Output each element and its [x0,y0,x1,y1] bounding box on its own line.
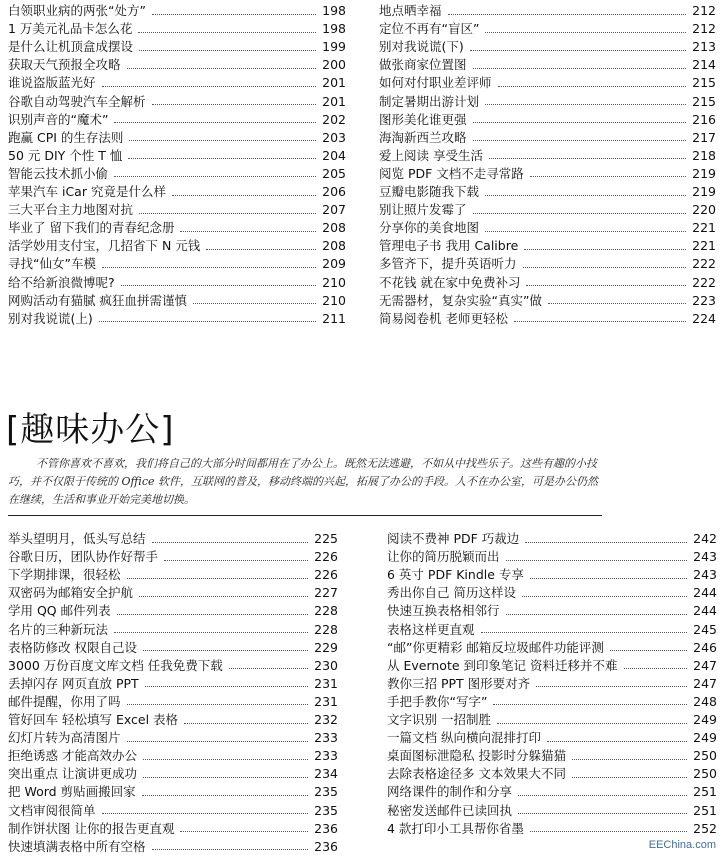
dot-leader [498,86,687,87]
toc-entry [387,584,717,602]
dot-leader [526,285,686,286]
toc-entry-page: 208 [322,238,346,254]
toc-entry-page: 248 [693,693,717,709]
toc-entry-title: 50 元 DIY 个性 T 恤 [8,147,123,163]
toc-entry [8,548,338,566]
toc-entry-title: 从 Evernote 到印象笔记 资料迁移并不难 [387,657,618,673]
toc-entry-title: 桌面图标泄隐私 投影时分躲猫猫 [387,748,566,764]
toc-entry-page: 204 [322,147,346,163]
toc-entry [8,820,338,838]
toc-entry-title: 谷歌日历，团队协作好帮手 [8,549,159,565]
toc-entry [8,584,338,602]
toc-entry [387,711,717,729]
toc-entry [8,56,346,74]
dot-leader [114,122,316,123]
toc-entry [387,820,717,838]
toc-entry-page: 226 [314,567,338,583]
dot-leader [506,614,688,615]
toc-entry-title: 识别声音的“魔术” [8,111,109,127]
dot-leader [127,741,309,742]
toc-entry [8,566,338,584]
toc-entry-page: 233 [314,730,338,746]
dot-leader [572,759,687,760]
toc-entry-title: 秀出你自己 简历这样设 [387,585,516,601]
dot-leader [470,50,686,51]
toc-entry [379,255,716,273]
toc-entry-page: 250 [693,766,717,782]
toc-entry [8,693,338,711]
toc-entry-title: 无需器材，复杂实验“真实”做 [379,292,542,308]
toc-entry [387,802,717,820]
toc-entry-page: 252 [693,820,717,836]
toc-entry-page: 201 [322,93,346,109]
dot-leader [530,176,686,177]
toc-entry-page: 226 [314,549,338,565]
toc-entry [387,566,717,584]
dot-leader [522,596,687,597]
toc-entry-title: 双密码为邮箱安全护航 [8,585,134,601]
toc-entry-title: 网购活动有猫腻 疯狂血拼需谨慎 [8,292,187,308]
dot-leader [152,542,309,543]
dot-leader [206,249,316,250]
toc-entry [387,602,717,620]
toc-entry-page: 231 [314,675,338,691]
toc-entry-page: 249 [693,730,717,746]
dot-leader [473,122,687,123]
dot-leader [143,759,308,760]
toc-entry-page: 199 [322,39,346,55]
toc-entry [387,747,717,765]
toc-entry-title: 文档审阅很简单 [8,802,96,818]
dot-leader [129,140,316,141]
toc-entry-title: 三大平台主力地图对抗 [8,202,134,218]
toc-entry [8,802,338,820]
toc-entry [8,183,346,201]
toc-entry [8,111,346,129]
toc-entry [8,675,338,693]
toc-entry-page: 227 [314,585,338,601]
toc-entry-page: 250 [693,748,717,764]
toc-entry-page: 214 [692,57,716,73]
toc-entry-page: 217 [692,129,716,145]
toc-entry [379,20,716,38]
dot-leader [624,668,688,669]
watermark: EEChina.com [648,839,716,851]
toc-entry-title: 拒绝诱惑 才能高效办公 [8,748,137,764]
toc-entry-title: 表格这样更直观 [387,621,475,637]
toc-entry [379,165,716,183]
toc-entry [8,838,338,856]
dot-leader [489,158,686,159]
dot-leader [152,849,309,850]
toc-entry-title: 给不给新浪微博呢? [8,274,115,290]
toc-entry-page: 251 [693,784,717,800]
toc-entry [387,675,717,693]
toc-entry-title: 多管齐下，提升英语听力 [379,256,517,272]
dot-leader [193,303,316,304]
toc-entry-title: 分享你的美食地图 [379,220,480,236]
toc-entry-page: 221 [692,238,716,254]
toc-entry-page: 247 [693,657,717,673]
toc-entry-page: 203 [322,129,346,145]
dot-leader [127,578,309,579]
toc-entry [387,530,717,548]
toc-entry-title: 管理电子书 我用 Calibre [379,238,519,254]
toc-entry-page: 236 [314,838,338,854]
dot-leader [102,86,317,87]
toc-entry [8,201,346,219]
toc-entry-title: 制定暑期出游计划 [379,93,480,109]
toc-entry-title: 别对我说谎(上) [8,310,93,326]
dot-leader [143,777,308,778]
toc-entry-page: 211 [322,310,346,326]
dot-leader [572,777,687,778]
toc-entry-title: 学用 QQ 邮件列表 [8,603,111,619]
dot-leader [473,140,687,141]
dot-leader [138,32,316,33]
toc-entry [387,657,717,675]
toc-entry-page: 218 [692,147,716,163]
toc-entry-page: 242 [693,531,717,546]
toc-entry-title: “邮”你更精彩 邮箱反垃圾邮件功能评测 [387,639,604,655]
toc-entry-title: 谷歌自动驾驶汽车全解析 [8,93,146,109]
dot-leader [514,321,686,322]
dot-leader [518,813,687,814]
toc-entry-title: 白领职业病的两张“处方” [8,3,146,18]
toc-entry [379,56,716,74]
toc-entry-title: 是什么让机顶盒成摆设 [8,39,134,55]
toc-entry-page: 215 [692,75,716,91]
toc-entry [379,147,716,165]
dot-leader [180,831,308,832]
toc-entry [8,237,346,255]
toc-entry-page: 228 [314,621,338,637]
toc-entry-page: 229 [314,639,338,655]
toc-entry-title: 去除表格途径多 文本效果大不同 [387,766,566,782]
toc-entry-page: 232 [314,712,338,727]
toc-entry-page: 206 [322,184,346,199]
toc-entry [387,548,717,566]
toc-entry [387,639,717,657]
dot-leader [139,213,316,214]
toc-entry [8,93,346,111]
toc-entry-title: 谁说盗版蓝光好 [8,75,96,91]
toc-entry-page: 236 [314,820,338,836]
toc-entry-title: 突出重点 让演讲更成功 [8,766,137,782]
toc-entry-title: 文字识别 一招制胜 [387,712,491,727]
dot-leader [473,213,687,214]
toc-entry-page: 219 [692,165,716,181]
toc-entry-page: 209 [322,256,346,272]
toc-entry [8,639,338,657]
toc-entry-title: 如何对付职业差评师 [379,75,492,91]
toc-entry-page: 198 [322,21,346,37]
toc-entry-title: 名片的三种新玩法 [8,621,109,637]
toc-entry-title: 制作饼状图 让你的报告更直观 [8,820,175,836]
toc-entry-page: 243 [693,549,717,565]
toc-entry [8,274,346,292]
toc-entry-page: 216 [692,111,716,127]
dot-leader [547,741,687,742]
dot-leader [142,795,309,796]
toc-entry-title: 教你三招 PPT 图形要对齐 [387,675,531,691]
dot-leader [523,267,687,268]
toc-entry-title: 简易阅卷机 老师更轻松 [379,310,508,326]
toc-entry [8,129,346,147]
toc-entry-title: 跑赢 CPI 的生存法则 [8,129,124,145]
toc-entry-page: 235 [314,784,338,800]
dot-leader [102,813,309,814]
toc-entry [379,93,716,111]
dot-leader [524,249,686,250]
toc-entry-page: 219 [692,184,716,199]
toc-entry [379,129,716,147]
toc-entry-page: 223 [692,292,716,308]
toc-entry-title: 快速填满表格中所有空格 [8,838,146,854]
dot-leader [493,704,687,705]
toc-entry [387,729,717,747]
toc-entry [8,765,338,783]
toc-entry-title: 管好回车 轻松填写 Excel 表格 [8,712,179,727]
toc-entry-page: 224 [692,310,716,326]
toc-entry-page: 225 [314,531,338,546]
toc-entry-page: 220 [692,202,716,218]
toc-entry-title: 把 Word 剪贴画搬回家 [8,784,136,800]
toc-entry-title: 毕业了 留下我们的青春纪念册 [8,220,175,236]
toc-entry [8,292,346,310]
toc-entry [8,74,346,92]
toc-entry [8,530,338,548]
toc-entry-page: 231 [314,693,338,709]
toc-entry [379,201,716,219]
toc-entry-page: 235 [314,802,338,818]
dot-leader [172,195,316,196]
toc-entry [379,74,716,92]
toc-entry-title: 让你的简历脱颖而出 [387,549,500,565]
toc-entry-title: 6 英寸 PDF Kindle 专享 [387,567,524,583]
toc-entry [379,310,716,328]
toc-entry [8,711,338,729]
toc-entry [8,783,338,801]
toc-entry-title: 寻找“仙女”车模 [8,256,96,272]
toc-entry-title: 获取天气预报全攻略 [8,57,121,73]
toc-entry-page: 228 [314,603,338,619]
dot-leader [530,578,687,579]
toc-entry [387,765,717,783]
toc-entry-page: 251 [693,802,717,818]
dot-leader [610,650,687,651]
toc-entry-title: 网络课件的制作和分享 [387,784,513,800]
dot-leader [485,231,686,232]
toc-entry [8,147,346,165]
toc-entry-title: 定位不再有“盲区” [379,21,480,37]
toc-entry [8,747,338,765]
toc-entry [8,38,346,56]
dot-leader [530,831,687,832]
toc-entry-page: 212 [692,21,716,37]
toc-entry [8,2,346,20]
toc-entry-page: 222 [692,274,716,290]
section-intro: 不管你喜欢不喜欢，我们将自己的大部分时间都用在了办公上。既然无法逃避，不如从中找些乐子。这些有趣的小技巧，并不仅限于传统的 Office 软件，互联网的普及，移动终端的兴起，拓展了办公的手段。人不在办公室，可是办公仍然在继续，生活和事业开始完美地切换。 [8,457,598,506]
dot-leader [139,596,308,597]
toc-entry [8,729,338,747]
toc-entry [379,2,716,20]
dot-leader [152,14,316,15]
toc-entry-title: 表格防修改 权限自己设 [8,639,137,655]
dot-leader [143,650,308,651]
toc-entry-page: 202 [322,111,346,127]
dot-leader [164,560,308,561]
dot-leader [102,267,316,268]
toc-entry-title: 图形美化谁更强 [379,111,467,127]
dot-leader [180,231,316,232]
toc-entry-page: 210 [322,292,346,308]
toc-entry-title: 邮件提醒，你用了吗 [8,693,121,709]
toc-entry-title: 幻灯片转为高清图片 [8,730,121,746]
dot-leader [548,303,686,304]
toc-entry [379,111,716,129]
toc-entry-page: 212 [692,3,716,18]
toc-entry [387,783,717,801]
toc-entry [379,38,716,56]
toc-entry-title: 秘密发送邮件已读回执 [387,802,513,818]
dot-leader [145,686,308,687]
dot-leader [485,104,686,105]
toc-entry [8,657,338,675]
toc-entry-title: 丢掉闪存 网页直放 PPT [8,675,139,691]
toc-entry-title: 一篇文档 纵向横向混排打印 [387,730,541,746]
toc-entry-title: 地点晒幸福 [379,3,442,18]
dot-leader [139,50,316,51]
toc-entry [379,292,716,310]
toc-entry-title: 爱上阅读 享受生活 [379,147,483,163]
toc-entry-title: 手把手教你“写字” [387,693,488,709]
toc-entry [379,219,716,237]
toc-entry-page: 207 [322,202,346,218]
intro-divider [8,515,602,516]
toc-entry-title: 豆瓣电影随我下载 [379,184,480,199]
dot-leader [152,104,317,105]
toc-entry-title: 快速互换表格相邻行 [387,603,500,619]
toc-entry [8,20,346,38]
toc-entry-page: 221 [692,220,716,236]
dot-leader [117,614,309,615]
dot-leader [485,195,686,196]
toc-entry [379,237,716,255]
toc-entry-page: 215 [692,93,716,109]
toc-entry-page: 245 [693,621,717,637]
dot-leader [121,285,317,286]
toc-entry-page: 205 [322,165,346,181]
toc-entry-title: 1 万美元礼品卡怎么花 [8,21,133,37]
toc-entry-page: 200 [322,57,346,73]
toc-entry [379,183,716,201]
dot-leader [114,176,316,177]
dot-leader [497,723,687,724]
toc-entry-title: 4 款打印小工具帮你省墨 [387,820,524,836]
section-title: [趣味办公] [6,410,175,450]
toc-entry-title: 举头望明月，低头写总结 [8,531,146,546]
toc-entry-page: 243 [693,567,717,583]
toc-entry [387,693,717,711]
toc-entry-title: 智能云技术抓小偷 [8,165,109,181]
toc-entry-page: 244 [693,585,717,601]
dot-leader [481,632,688,633]
dot-leader [127,704,309,705]
toc-entry-title: 活学妙用支付宝，几招省下 N 元钱 [8,238,201,254]
toc-entry [8,165,346,183]
toc-entry-page: 230 [314,657,338,673]
toc-entry [387,621,717,639]
toc-entry-page: 210 [322,274,346,290]
toc-entry [379,274,716,292]
toc-entry-page: 208 [322,220,346,236]
dot-leader [128,158,316,159]
toc-entry-page: 234 [314,766,338,782]
toc-entry [8,255,346,273]
toc-entry-page: 233 [314,748,338,764]
dot-leader [525,542,687,543]
toc-entry-page: 244 [693,603,717,619]
dot-leader [536,686,687,687]
toc-entry-title: 海淘新西兰攻略 [379,129,467,145]
toc-entry [8,310,346,328]
toc-entry-page: 246 [693,639,717,655]
dot-leader [229,668,308,669]
toc-entry-title: 阅览 PDF 文档不走寻常路 [379,165,524,181]
toc-entry-title: 下学期排课，很轻松 [8,567,121,583]
dot-leader [99,321,316,322]
toc-entry [8,602,338,620]
dot-leader [506,560,688,561]
toc-entry-title: 不花钱 就在家中免费补习 [379,274,521,290]
toc-entry-page: 198 [322,3,346,18]
toc-entry-title: 苹果汽车 iCar 究竟是什么样 [8,184,166,199]
toc-entry-page: 201 [322,75,346,91]
dot-leader [485,32,686,33]
dot-leader [448,14,687,15]
toc-entry [8,219,346,237]
toc-entry-title: 别让照片发霉了 [379,202,467,218]
dot-leader [473,68,687,69]
toc-entry-page: 213 [692,39,716,55]
toc-entry-page: 249 [693,712,717,727]
dot-leader [114,632,308,633]
toc-entry-title: 3000 万份百度文库文档 任我免费下载 [8,657,223,673]
toc-entry-title: 别对我说谎(下) [379,39,464,55]
toc-entry [8,621,338,639]
toc-entry-page: 247 [693,675,717,691]
dot-leader [127,68,317,69]
toc-entry-title: 做张商家位置图 [379,57,467,73]
dot-leader [184,723,308,724]
toc-entry-title: 阅读不费神 PDF 巧裁边 [387,531,520,546]
dot-leader [518,795,687,796]
toc-entry-page: 222 [692,256,716,272]
